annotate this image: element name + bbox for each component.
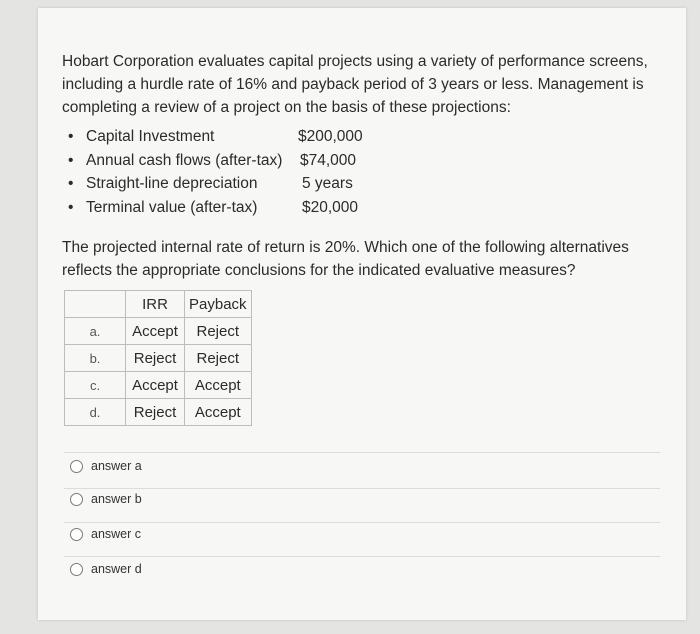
projection-value: $20,000 — [302, 198, 359, 216]
radio-button-icon[interactable] — [70, 460, 83, 473]
question-prompt: The projected internal rate of return is 20%. Which one of the following alternatives reflects the appropriate conclusions for the indicated evaluative measures? — [62, 239, 629, 279]
option-payback: Accept — [185, 372, 252, 399]
divider — [64, 452, 660, 453]
projection-label: Capital Investment — [86, 128, 215, 145]
option-letter: d. — [65, 399, 126, 426]
table-row — [65, 345, 252, 372]
option-irr: Accept — [126, 318, 185, 345]
projection-value: 5 years — [302, 175, 353, 192]
option-letter: c. — [65, 372, 126, 399]
question-card — [38, 8, 686, 620]
radio-button-icon[interactable] — [70, 563, 83, 576]
radio-button-icon[interactable] — [70, 528, 83, 541]
answer-label: answer a — [91, 459, 142, 473]
bullet-icon: • — [68, 198, 74, 216]
options-table — [64, 290, 252, 426]
table-header-row — [65, 291, 252, 318]
option-payback: Reject — [185, 345, 252, 372]
radio-button-icon[interactable] — [70, 493, 83, 506]
table-header — [65, 291, 126, 318]
projection-label: Annual cash flows (after-tax) — [86, 151, 283, 169]
table-header-irr: IRR — [126, 291, 185, 318]
option-letter: b. — [65, 345, 126, 372]
answer-label: answer b — [91, 492, 142, 506]
option-irr: Reject — [126, 399, 185, 426]
table-header-payback: Payback — [185, 291, 252, 318]
table-row — [65, 372, 252, 399]
question-intro: Hobart Corporation evaluates capital projects using a variety of performance screens, including a hurdle rate of 16% and payback period of 3 years or less. Management is completing a review of a project on the basis of these projections: — [62, 53, 648, 116]
option-letter: a. — [65, 318, 126, 345]
projection-label: Terminal value (after-tax) — [86, 198, 258, 216]
bullet-icon: • — [68, 151, 74, 169]
answer-option-c[interactable] — [70, 527, 141, 541]
table-row — [65, 399, 252, 426]
answer-option-a[interactable] — [70, 459, 142, 473]
bullet-icon: • — [68, 175, 74, 192]
divider — [64, 522, 660, 523]
answer-option-d[interactable] — [70, 562, 142, 576]
bullet-icon: • — [68, 128, 74, 145]
answer-label: answer c — [91, 527, 142, 541]
option-irr: Reject — [126, 345, 185, 372]
divider — [64, 556, 660, 557]
option-payback: Accept — [185, 399, 252, 426]
answer-label: answer d — [91, 562, 142, 576]
divider — [64, 488, 660, 489]
projection-label: Straight-line depreciation — [86, 175, 258, 192]
option-payback: Reject — [185, 318, 252, 345]
projection-value: $74,000 — [300, 151, 357, 169]
answer-option-b[interactable] — [70, 492, 142, 506]
projection-value: $200,000 — [298, 128, 363, 145]
table-row — [65, 318, 252, 345]
option-irr: Accept — [126, 372, 185, 399]
